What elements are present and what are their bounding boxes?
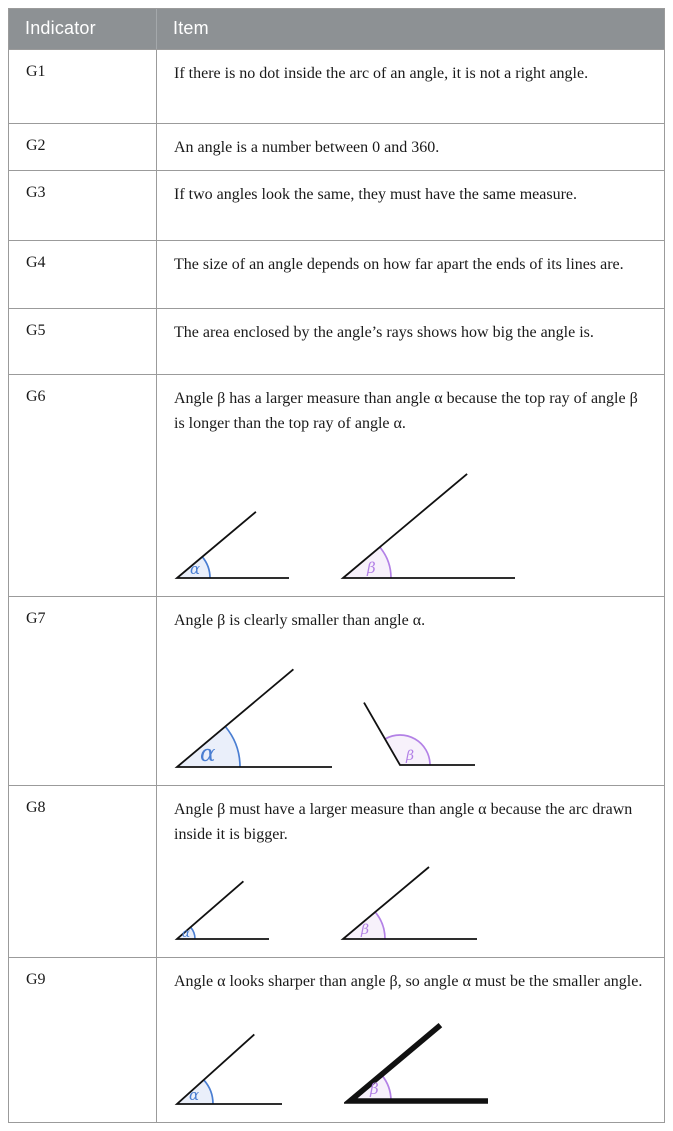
angle-alpha-short-ray-diagram [174, 494, 292, 582]
table-row-g4 [9, 240, 664, 308]
angle-diagrams-g6 [174, 452, 644, 582]
angle-beta-big-arc-diagram [340, 863, 480, 943]
alpha-label: α [190, 559, 201, 578]
angle-beta-obtuse-diagram [360, 667, 478, 771]
table-row-g1 [9, 49, 664, 123]
item-cell [157, 958, 664, 1122]
item-text: Angle α looks sharper than angle β, so angle α must be the smaller angle. [174, 972, 643, 990]
angle-alpha-large-diagram [174, 649, 336, 771]
angle-diagrams-g9 [174, 1010, 644, 1108]
table-row-g3 [9, 170, 664, 240]
table-row-g5 [9, 308, 664, 374]
alpha-label: α [182, 925, 191, 940]
item-text: Angle β is clearly smaller than angle α. [174, 611, 426, 629]
angle-beta-long-ray-diagram [340, 452, 518, 582]
item-text: If there is no dot inside the arc of an angle, it is not a right angle. [174, 65, 589, 82]
angle-alpha-thin-rays-diagram [174, 1022, 286, 1108]
table-row-g6 [9, 374, 664, 596]
item-text: Angle β must have a larger measure than angle α because the arc drawn inside it is bigger. [174, 801, 633, 843]
indicator-cell: G7 [9, 597, 157, 785]
table-header [9, 9, 664, 49]
indicator-cell: G9 [9, 958, 157, 1122]
angle-beta-thick-rays-diagram [344, 1010, 492, 1108]
table-row-g9 [9, 957, 664, 1122]
indicator-cell: G4 [9, 241, 157, 308]
angle-diagrams-g8 [174, 863, 644, 943]
header-indicator: Indicator [9, 9, 157, 49]
indicator-cell: G3 [9, 171, 157, 240]
item-text: Angle β has a larger measure than angle α because the top ray of angle β is longer than the top ray of angle α. [174, 390, 638, 432]
indicator-cell: G2 [9, 124, 157, 170]
item-text: The size of an angle depends on how far apart the ends of its lines are. [174, 256, 624, 274]
indicator-cell: G6 [9, 375, 157, 596]
angle-diagrams-g7 [174, 649, 644, 771]
beta-label: β [367, 558, 376, 577]
item-text: If two angles look the same, they must have the same measure. [174, 186, 577, 204]
angle-alpha-small-arc-diagram [174, 865, 272, 943]
table-row-g7 [9, 596, 664, 785]
header-item: Item [173, 18, 209, 38]
table-row-g8 [9, 785, 664, 957]
item-cell [157, 375, 664, 596]
beta-label: β [406, 748, 415, 765]
misconceptions-table [8, 8, 665, 1123]
beta-label: β [361, 921, 370, 938]
item-text: The area enclosed by the angle’s rays shows how big the angle is. [174, 324, 594, 342]
item-cell [157, 786, 664, 957]
indicator-cell: G8 [9, 786, 157, 957]
alpha-label: α [189, 1086, 200, 1105]
item-text: An angle is a number between 0 and 360. [174, 139, 440, 156]
beta-label: β [370, 1080, 379, 1099]
table-row-g2 [9, 123, 664, 170]
indicator-cell: G1 [9, 50, 157, 123]
alpha-label: α [200, 741, 216, 768]
indicator-cell: G5 [9, 309, 157, 374]
item-cell [157, 597, 664, 785]
